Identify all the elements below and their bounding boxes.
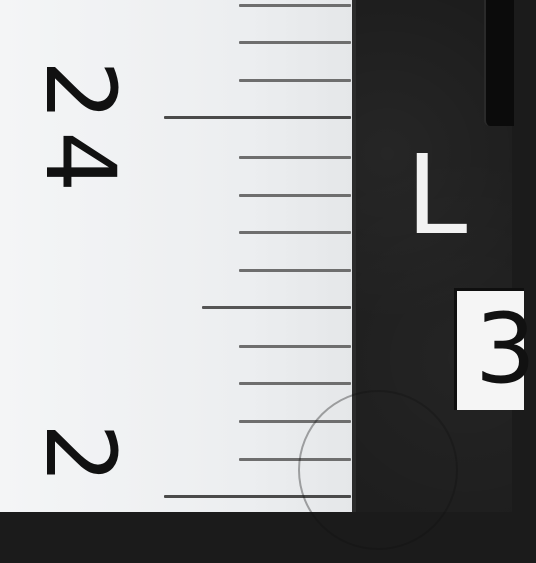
- card-letter: L: [406, 131, 468, 259]
- card-digit-box: [454, 288, 536, 410]
- card-digit: 3: [475, 293, 536, 405]
- ruler-tick: [239, 345, 351, 348]
- ruler-tick: [239, 382, 351, 385]
- card-rounded-edge: [298, 390, 458, 550]
- ruler-tick: [239, 156, 351, 159]
- ruler-tick: [239, 41, 351, 44]
- ruler-tick: [239, 4, 351, 7]
- black-card: [356, 0, 536, 512]
- card-dark-tab: [484, 0, 514, 126]
- ruler-number-24: 24: [24, 60, 136, 203]
- ruler-tick: [239, 269, 351, 272]
- ruler-number-partial: 2: [24, 423, 136, 495]
- ruler-major-tick: [164, 116, 351, 119]
- ruler-tick: [239, 194, 351, 197]
- ruler-tick: [239, 231, 351, 234]
- ruler-mid-tick: [202, 306, 351, 309]
- ruler-tick: [239, 79, 351, 82]
